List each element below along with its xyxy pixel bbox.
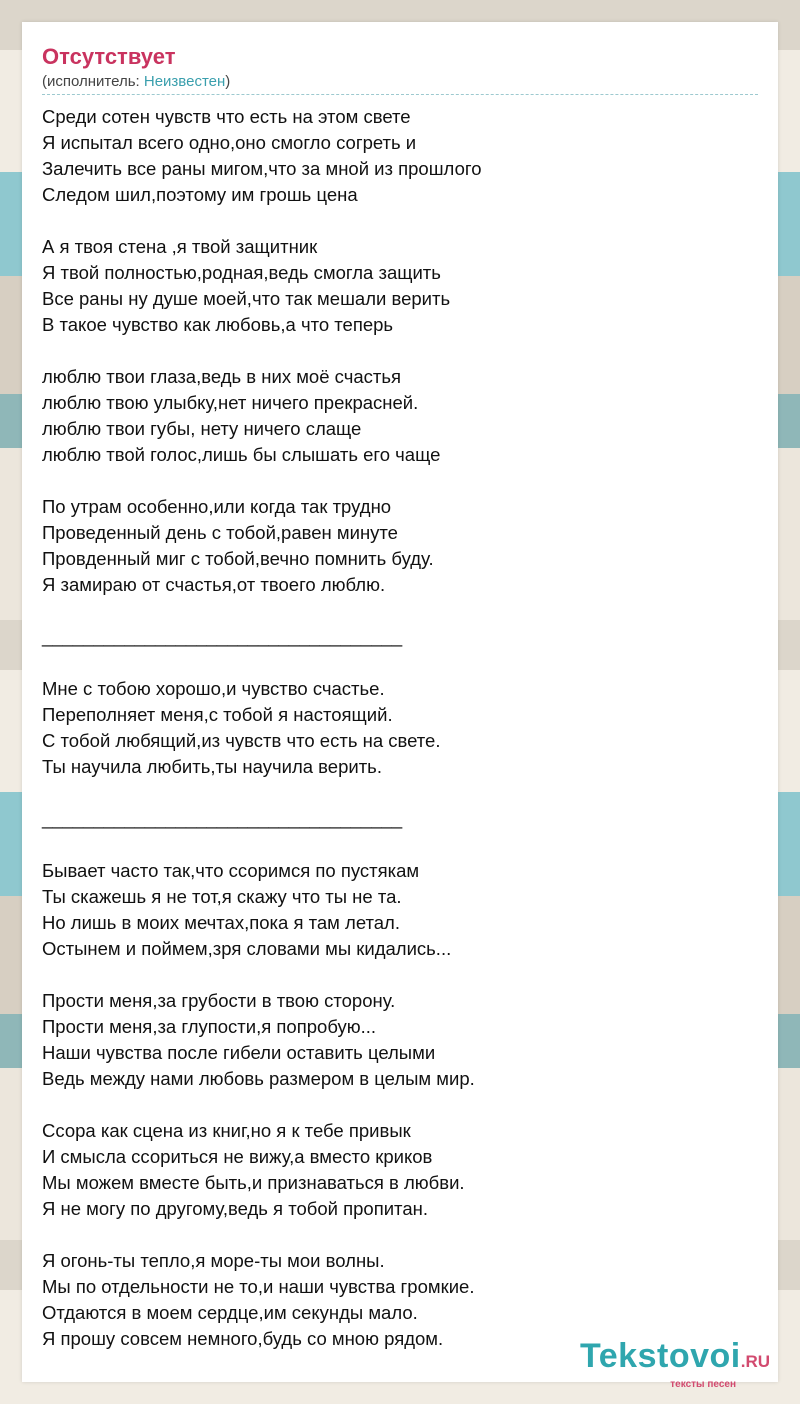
lyrics-line: Залечить все раны мигом,что за мной из прошлого <box>42 158 482 179</box>
lyrics-line: Я прошу совсем немного,будь со мною рядом. <box>42 1328 444 1349</box>
lyrics-line: люблю твою улыбку,нет ничего прекрасней. <box>42 392 419 413</box>
site-logo[interactable] <box>580 1338 770 1390</box>
lyrics-line: Бывает часто так,что ссоримся по пустякам <box>42 860 420 881</box>
logo-tld: .RU <box>740 1352 770 1371</box>
lyrics-blank-line <box>42 650 758 676</box>
lyrics-line: Ты научила любить,ты научила верить. <box>42 756 382 777</box>
lyrics-text <box>42 104 758 1352</box>
lyrics-line: Но лишь в моих мечтах,пока я там летал. <box>42 912 400 933</box>
lyrics-line: Я огонь-ты тепло,я море-ты мои волны. <box>42 1250 385 1271</box>
lyrics-line: ___________________________________ <box>42 626 403 647</box>
lyrics-blank-line <box>42 1222 758 1248</box>
lyrics-line: И смысла ссориться не вижу,а вместо криков <box>42 1146 433 1167</box>
performer-link[interactable]: Неизвестен <box>143 73 226 90</box>
lyrics-blank-line <box>42 780 758 806</box>
lyrics-line: люблю твои глаза,ведь в них моё счастья <box>42 366 401 387</box>
lyrics-blank-line <box>42 962 758 988</box>
lyrics-line: Следом шил,поэтому им грошь цена <box>42 184 358 205</box>
lyrics-line: С тобой любящий,из чувств что есть на свете. <box>42 730 441 751</box>
lyrics-line: Все раны ну душе моей,что так мешали верить <box>42 288 451 309</box>
lyrics-line: Я испытал всего одно,оно смогло согреть и <box>42 132 417 153</box>
lyrics-line: Ссора как сцена из книг,но я к тебе привык <box>42 1120 411 1141</box>
lyrics-line: А я твоя стена ,я твой защитник <box>42 236 318 257</box>
logo-name: Tekstovoi <box>580 1337 741 1375</box>
lyrics-line: Прости меня,за грубости в твою сторону. <box>42 990 396 1011</box>
lyrics-line: люблю твои губы, нету ничего слаще <box>42 418 362 439</box>
lyrics-line: По утрам особенно,или когда так трудно <box>42 496 392 517</box>
lyrics-line: Переполняет меня,с тобой я настоящий. <box>42 704 393 725</box>
logo-wordmark <box>580 1338 770 1380</box>
lyrics-line: Отдаются в моем сердце,им секунды мало. <box>42 1302 418 1323</box>
lyrics-line: Остынем и поймем,зря словами мы кидались... <box>42 938 452 959</box>
lyrics-line: Прости меня,за глупости,я попробую... <box>42 1016 377 1037</box>
lyrics-line: Мы по отдельности не то,и наши чувства громкие. <box>42 1276 475 1297</box>
lyrics-line: Мне с тобою хорошо,и чувство счастье. <box>42 678 385 699</box>
lyrics-blank-line <box>42 598 758 624</box>
performer-prefix: (исполнитель: <box>42 73 144 90</box>
lyrics-line: В такое чувство как любовь,а что теперь <box>42 314 394 335</box>
lyrics-line: Провденный миг с тобой,вечно помнить буду. <box>42 548 434 569</box>
lyrics-line: Проведенный день с тобой,равен минуте <box>42 522 398 543</box>
lyrics-blank-line <box>42 468 758 494</box>
lyrics-line: ___________________________________ <box>42 808 403 829</box>
performer-suffix: ) <box>225 73 231 90</box>
lyrics-line: Наши чувства после гибели оставить целыми <box>42 1042 436 1063</box>
lyrics-blank-line <box>42 338 758 364</box>
logo-tagline: тексты песен <box>670 1379 736 1390</box>
lyrics-page <box>22 22 778 1382</box>
lyrics-blank-line <box>42 832 758 858</box>
song-header <box>42 44 758 95</box>
lyrics-line: Ведь между нами любовь размером в целым мир. <box>42 1068 475 1089</box>
song-title: Отсутствует <box>42 44 176 69</box>
lyrics-line: Среди сотен чувств что есть на этом свете <box>42 106 411 127</box>
lyrics-line: Я твой полностью,родная,ведь смогла защить <box>42 262 441 283</box>
lyrics-line: люблю твой голос,лишь бы слышать его чаще <box>42 444 441 465</box>
performer-line <box>42 72 758 95</box>
lyrics-blank-line <box>42 208 758 234</box>
lyrics-line: Ты скажешь я не тот,я скажу что ты не та. <box>42 886 402 907</box>
lyrics-line: Я замираю от счастья,от твоего люблю. <box>42 574 386 595</box>
lyrics-line: Мы можем вместе быть,и признаваться в любви. <box>42 1172 465 1193</box>
lyrics-line: Я не могу по другому,ведь я тобой пропитан. <box>42 1198 428 1219</box>
lyrics-blank-line <box>42 1092 758 1118</box>
